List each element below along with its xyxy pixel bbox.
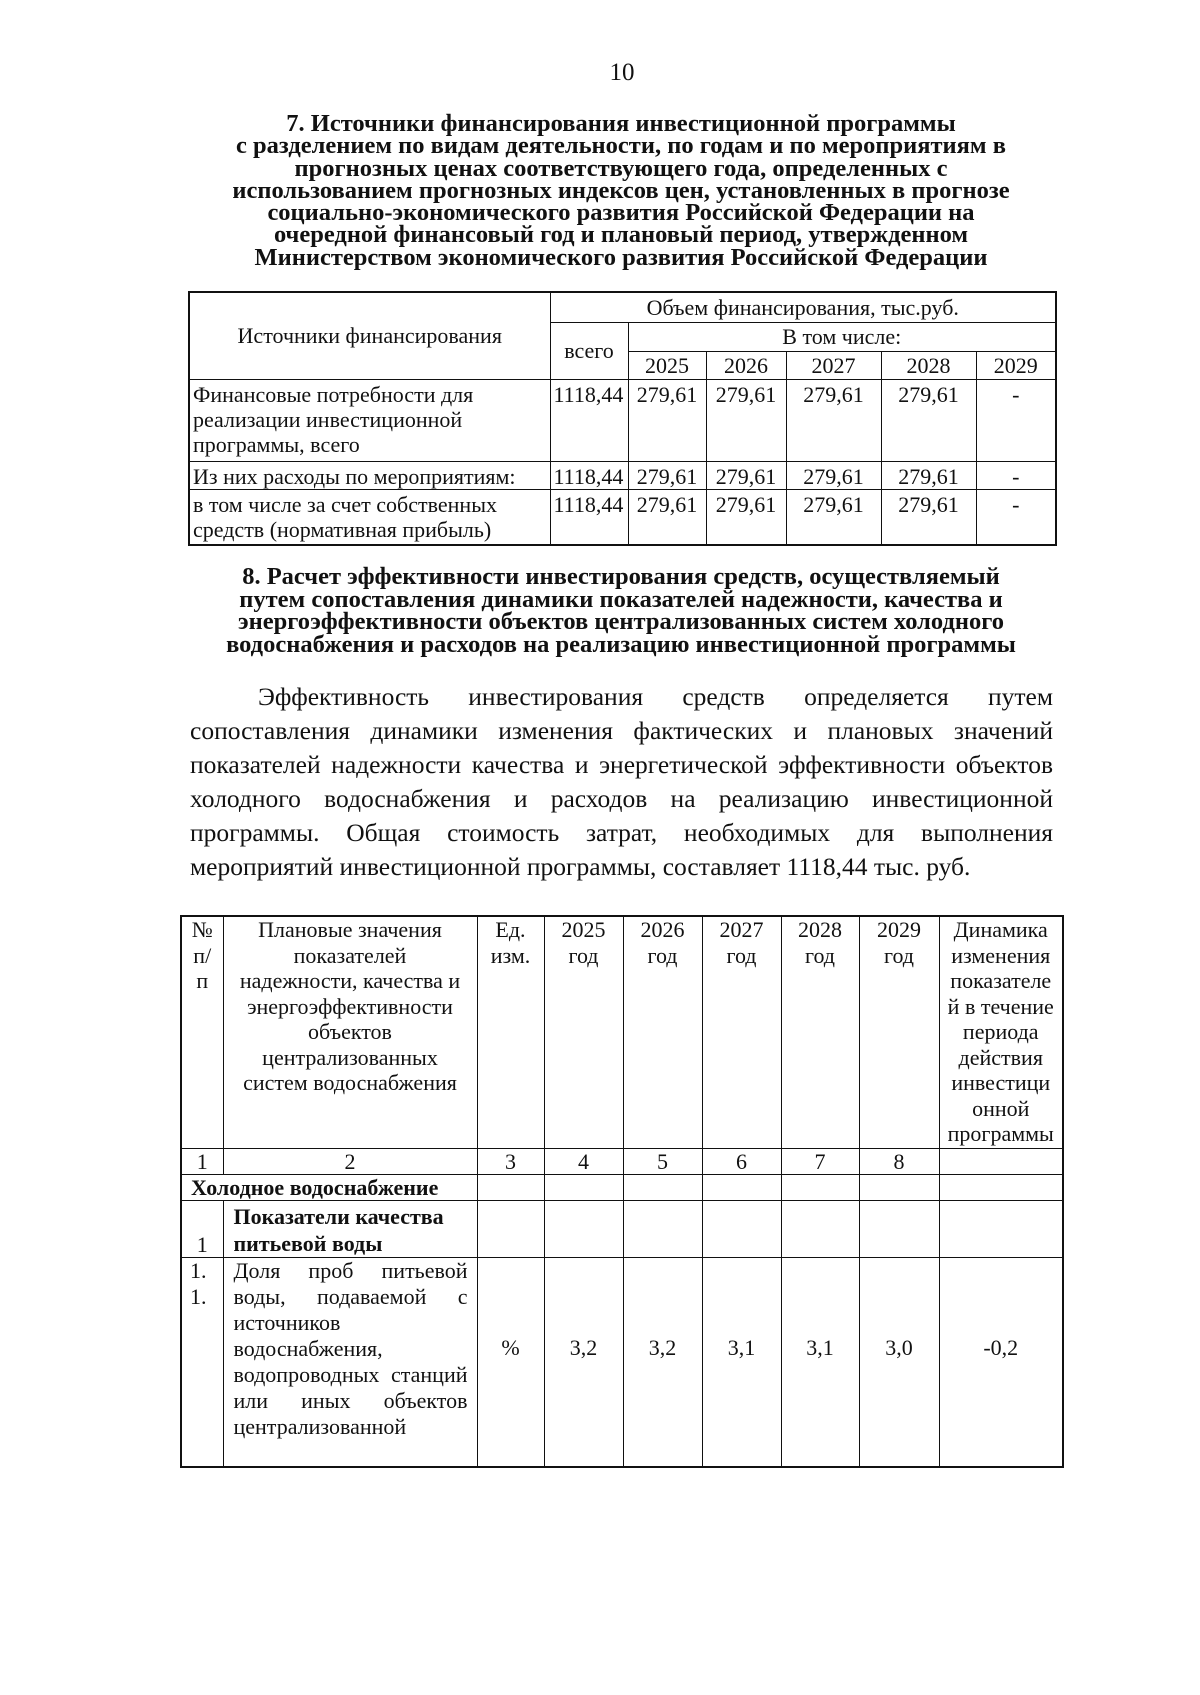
row-value: 279,61 bbox=[628, 379, 706, 461]
title-line: прогнозных ценах соответствующего года, определенных с bbox=[294, 154, 948, 182]
header-line: 2026 bbox=[640, 917, 685, 942]
row-label bbox=[189, 489, 550, 545]
subgroup-title-line: Показатели качества bbox=[233, 1204, 444, 1229]
header-volume: Объем финансирования, тыс.руб. bbox=[550, 292, 1056, 322]
column-number: 1 bbox=[181, 1148, 223, 1175]
label-line: Финансовые потребности для bbox=[193, 381, 474, 407]
row-value: 279,61 bbox=[786, 489, 881, 545]
header-line: год bbox=[568, 942, 599, 968]
empty-cell bbox=[781, 1201, 859, 1258]
paragraph-line: показателей надежности качества и энергетической эффективности объектов bbox=[190, 750, 1053, 779]
empty-cell bbox=[623, 1175, 702, 1201]
row-value: 3,1 bbox=[781, 1258, 859, 1467]
header-line: 2027 bbox=[719, 917, 764, 942]
header-year: 2029 bbox=[976, 351, 1056, 379]
efficiency-paragraph bbox=[190, 680, 1053, 884]
empty-cell bbox=[859, 1201, 939, 1258]
group-row bbox=[181, 1175, 1063, 1201]
indicator-line: водопроводных станций bbox=[233, 1362, 468, 1387]
row-value: 279,61 bbox=[706, 379, 786, 461]
header-line: № bbox=[191, 917, 213, 942]
subgroup-row bbox=[181, 1201, 1063, 1258]
header-line: п/ bbox=[193, 942, 212, 968]
row-unit: % bbox=[477, 1258, 544, 1467]
header-year: 2026 bbox=[706, 351, 786, 379]
header-year: 2025 bbox=[628, 351, 706, 379]
indicator-line: централизованной bbox=[233, 1414, 407, 1439]
header-year bbox=[859, 916, 939, 1148]
table-row bbox=[189, 379, 1056, 461]
column-number: 4 bbox=[544, 1148, 623, 1175]
paragraph-line: холодного водоснабжения и расходов на реализацию инвестиционной bbox=[190, 784, 1053, 813]
header-line: показателей bbox=[293, 942, 407, 968]
row-value: 279,61 bbox=[881, 489, 976, 545]
row-total: 1118,44 bbox=[550, 379, 628, 461]
row-label bbox=[189, 379, 550, 461]
header-year bbox=[702, 916, 781, 1148]
paragraph-line: сопоставления динамики изменения фактических и плановых значений bbox=[190, 716, 1053, 745]
header-line: год bbox=[647, 942, 678, 968]
column-number: 5 bbox=[623, 1148, 702, 1175]
row-value: 279,61 bbox=[786, 379, 881, 461]
column-number: 7 bbox=[781, 1148, 859, 1175]
empty-cell bbox=[477, 1175, 544, 1201]
column-number: 2 bbox=[223, 1148, 477, 1175]
header-line: 2025 bbox=[561, 917, 606, 942]
header-line: й в течение bbox=[947, 993, 1054, 1019]
empty-cell bbox=[781, 1175, 859, 1201]
title-line: использованием прогнозных индексов цен, установленных в прогнозе bbox=[232, 176, 1010, 204]
title-line: с разделением по видам деятельности, по годам и по мероприятиям в bbox=[236, 132, 1006, 160]
paragraph-line: Эффективность инвестирования средств определяется путем bbox=[258, 682, 1053, 711]
row-total: 1118,44 bbox=[550, 461, 628, 489]
row-num bbox=[181, 1258, 223, 1467]
group-title: Холодное водоснабжение bbox=[181, 1175, 477, 1201]
header-num bbox=[181, 916, 223, 1148]
title-line: очередной финансовый год и плановый период, утвержденном bbox=[273, 221, 969, 249]
column-number: 3 bbox=[477, 1148, 544, 1175]
header-line: централизованных bbox=[262, 1044, 438, 1070]
column-number: 8 bbox=[859, 1148, 939, 1175]
row-value: 279,61 bbox=[881, 379, 976, 461]
page-number: 10 bbox=[609, 59, 635, 86]
header-line: Динамика bbox=[953, 917, 1048, 942]
title-line: водоснабжения и расходов на реализацию инвестиционной программы bbox=[226, 631, 1016, 659]
row-value: 279,61 bbox=[881, 461, 976, 489]
empty-cell bbox=[939, 1148, 1063, 1175]
header-line: 2029 bbox=[877, 917, 921, 942]
row-num-line: 1. bbox=[190, 1284, 207, 1309]
header-line: изменения bbox=[951, 942, 1051, 968]
empty-cell bbox=[544, 1175, 623, 1201]
section-8-title bbox=[71, 563, 1171, 659]
subgroup-title bbox=[223, 1201, 477, 1258]
header-line: показателе bbox=[950, 968, 1052, 993]
indicator-line: водоснабжения, bbox=[233, 1336, 383, 1361]
row-dynamics: -0,2 bbox=[939, 1258, 1063, 1467]
row-num-line: 1. bbox=[190, 1258, 207, 1283]
header-year: 2028 bbox=[881, 351, 976, 379]
header-year: 2027 bbox=[786, 351, 881, 379]
header-year bbox=[781, 916, 859, 1148]
financing-sources-table bbox=[188, 291, 1057, 546]
header-line: инвестици bbox=[951, 1070, 1051, 1095]
empty-cell bbox=[702, 1175, 781, 1201]
table-row bbox=[189, 489, 1056, 545]
subgroup-num: 1 bbox=[181, 1201, 223, 1258]
row-value: 279,61 bbox=[786, 461, 881, 489]
header-line: год bbox=[726, 942, 757, 968]
header-line: год bbox=[804, 942, 836, 968]
header-including: В том числе: bbox=[628, 322, 1056, 351]
label-line: реализации инвестиционной bbox=[193, 406, 463, 432]
column-numbers-row bbox=[181, 1148, 1063, 1175]
label-line: в том числе за счет собственных bbox=[193, 491, 497, 517]
header-line: Плановые значения bbox=[258, 917, 442, 942]
empty-cell bbox=[939, 1175, 1063, 1201]
title-line: энергоэффективности объектов централизованных систем холодного bbox=[238, 608, 1004, 636]
indicator-line: воды, подаваемой с bbox=[233, 1284, 468, 1309]
row-value: 279,61 bbox=[628, 461, 706, 489]
header-line: п bbox=[196, 968, 209, 993]
row-value: 3,0 bbox=[859, 1258, 939, 1467]
indicator-line: или иных объектов bbox=[233, 1388, 468, 1413]
paragraph-line: программы. Общая стоимость затрат, необходимых для выполнения bbox=[190, 818, 1053, 847]
row-value: - bbox=[976, 461, 1056, 489]
row-value: 279,61 bbox=[628, 489, 706, 545]
indicators-table bbox=[180, 915, 1064, 1468]
header-indicator bbox=[223, 916, 477, 1148]
title-line: 7. Источники финансирования инвестиционной программы bbox=[286, 110, 956, 137]
empty-cell bbox=[939, 1201, 1063, 1258]
empty-cell bbox=[623, 1201, 702, 1258]
empty-cell bbox=[477, 1201, 544, 1258]
header-line: объектов bbox=[308, 1019, 392, 1044]
empty-cell bbox=[859, 1175, 939, 1201]
header-line: надежности, качества и bbox=[239, 968, 461, 993]
row-value: 3,2 bbox=[544, 1258, 623, 1467]
header-line: программы bbox=[947, 1121, 1054, 1146]
row-label bbox=[189, 461, 550, 489]
empty-cell bbox=[702, 1201, 781, 1258]
row-value: - bbox=[976, 489, 1056, 545]
row-value: - bbox=[976, 379, 1056, 461]
table-row bbox=[189, 461, 1056, 489]
row-value: 3,1 bbox=[702, 1258, 781, 1467]
title-line: 8. Расчет эффективности инвестирования средств, осуществляемый bbox=[242, 563, 1000, 590]
section-7-title bbox=[71, 110, 1171, 271]
row-value: 279,61 bbox=[706, 489, 786, 545]
row-value: 279,61 bbox=[706, 461, 786, 489]
title-line: Министерством экономического развития Российской Федерации bbox=[254, 243, 988, 271]
header-line: изм. bbox=[490, 942, 531, 968]
row-total: 1118,44 bbox=[550, 489, 628, 545]
header-dynamics bbox=[939, 916, 1063, 1148]
label-line: Из них расходы по мероприятиям: bbox=[193, 463, 516, 489]
header-year bbox=[544, 916, 623, 1148]
title-line: путем сопоставления динамики показателей надежности, качества и bbox=[239, 585, 1003, 613]
header-line: периода bbox=[962, 1019, 1039, 1044]
column-number: 6 bbox=[702, 1148, 781, 1175]
header-line: онной bbox=[972, 1095, 1030, 1121]
header-year bbox=[623, 916, 702, 1148]
indicator-line: источников bbox=[233, 1310, 341, 1335]
header-line: год bbox=[883, 942, 915, 968]
table-row bbox=[181, 1258, 1063, 1467]
subgroup-title-line: питьевой воды bbox=[233, 1231, 383, 1256]
header-line: 2028 bbox=[798, 917, 842, 942]
label-line: средств (нормативная прибыль) bbox=[193, 516, 492, 542]
header-line: действия bbox=[958, 1044, 1043, 1070]
indicator-line: Доля проб питьевой bbox=[233, 1258, 468, 1283]
row-value: 3,2 bbox=[623, 1258, 702, 1467]
table-header-row bbox=[181, 916, 1063, 1148]
empty-cell bbox=[544, 1201, 623, 1258]
title-line: социально-экономического развития Российской Федерации на bbox=[267, 199, 975, 227]
header-unit bbox=[477, 916, 544, 1148]
label-line: программы, всего bbox=[193, 431, 360, 457]
header-line: энергоэффективности bbox=[247, 993, 453, 1019]
header-line: Ед. bbox=[495, 917, 526, 942]
header-sources: Источники финансирования bbox=[189, 292, 550, 379]
header-line: систем водоснабжения bbox=[243, 1070, 457, 1095]
paragraph-line: мероприятий инвестиционной программы, составляет 1118,44 тыс. руб. bbox=[190, 852, 971, 881]
header-total: всего bbox=[550, 322, 628, 379]
row-indicator bbox=[223, 1258, 477, 1467]
